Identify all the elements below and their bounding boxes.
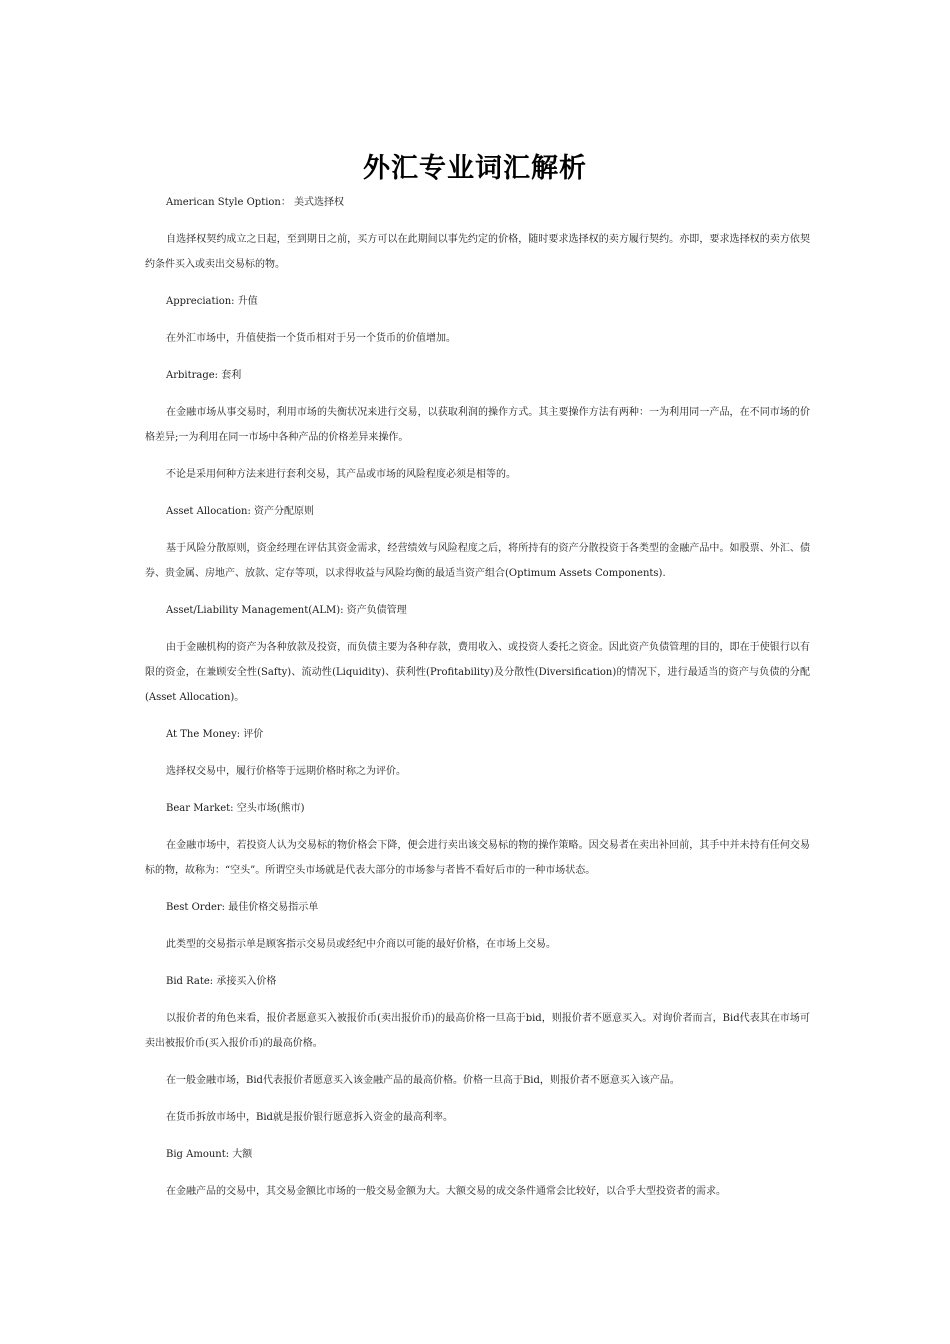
glossary-term: Bid Rate: 承接买入价格	[166, 976, 277, 987]
glossary-definition: 以报价者的角色来看，报价者愿意买入被报价币(卖出报价币)的最高价格一旦高于bid，则报价者不愿意买入。对询价者而言，Bid代表其在市场可卖出被报价币(买入报价币)的最高价格。	[145, 1013, 810, 1049]
glossary-definition: 选择权交易中，履行价格等于远期价格时称之为评价。	[166, 766, 406, 777]
glossary-definition: 基于风险分散原则，资金经理在评估其资金需求，经营绩效与风险程度之后，将所持有的资产分散投资于各类型的金融产品中。如股票、外汇、债券、贵金属、房地产、放款、定存等项，以求得收益与风险均衡的最适当资产组合(Optimum Assets Components).	[145, 543, 810, 579]
glossary-definition: 自选择权契约成立之日起，至到期日之前，买方可以在此期间以事先约定的价格，随时要求选择权的卖方履行契约。亦即，要求选择权的卖方依契约条件买入或卖出交易标的物。	[145, 234, 810, 270]
glossary-entry	[145, 969, 810, 1130]
document-title: 外汇专业词汇解析	[363, 153, 587, 185]
glossary-entry	[145, 190, 810, 277]
glossary-definition: 不论是采用何种方法来进行套利交易，其产品或市场的风险程度必须是相等的。	[166, 469, 516, 480]
glossary-entry	[145, 895, 810, 957]
glossary-entry	[145, 499, 810, 586]
glossary-term: Bear Market: 空头市场(熊市)	[166, 803, 305, 814]
glossary-entry	[145, 363, 810, 487]
glossary-entry	[145, 1142, 810, 1204]
glossary-definition: 在外汇市场中，升值使指一个货币相对于另一个货币的价值增加。	[166, 333, 456, 344]
glossary-definition: 在金融市场从事交易时，利用市场的失衡状况来进行交易，以获取利润的操作方式。其主要操作方法有两种：一为利用同一产品，在不同市场的价格差异;一为利用在同一市场中各种产品的价格差异来操作。	[145, 407, 810, 443]
glossary-definition: 由于金融机构的资产为各种放款及投资，而负债主要为各种存款，费用收入、或投资人委托之资金。因此资产负债管理的目的，即在于使银行以有限的资金，在兼顾安全性(Safty)、流动性(Liquidity)、获利性(Profitability)及分散性(Diversification)的情况下，进行最适当的资产与负债的分配(Asset Allocation)。	[145, 642, 810, 703]
glossary-definition: 在金融市场中，若投资人认为交易标的物价格会下降，便会进行卖出该交易标的物的操作策略。因交易者在卖出补回前，其手中并未持有任何交易标的物，故称为：“空头”。所谓空头市场就是代表大部分的市场参与者皆不看好后市的一种市场状态。	[145, 840, 810, 876]
glossary-definition: 在金融产品的交易中，其交易金额比市场的一般交易金额为大。大额交易的成交条件通常会比较好，以合乎大型投资者的需求。	[166, 1186, 726, 1197]
document-body	[145, 190, 810, 1216]
glossary-term: At The Money: 评价	[166, 729, 264, 740]
glossary-entry	[145, 722, 810, 784]
glossary-entry	[145, 598, 810, 710]
glossary-term: Appreciation: 升值	[166, 296, 258, 307]
glossary-definition: 在一般金融市场，Bid代表报价者愿意买入该金融产品的最高价格。价格一旦高于Bid，则报价者不愿意买入该产品。	[166, 1075, 680, 1086]
glossary-entry	[145, 796, 810, 883]
glossary-definition: 在货币拆放市场中，Bid就是报价银行愿意拆入资金的最高利率。	[166, 1112, 453, 1123]
glossary-term: Big Amount: 大额	[166, 1149, 253, 1160]
glossary-definition: 此类型的交易指示单是顾客指示交易员或经纪中介商以可能的最好价格，在市场上交易。	[166, 939, 556, 950]
glossary-term: Best Order: 最佳价格交易指示单	[166, 902, 319, 913]
glossary-term: Asset Allocation: 资产分配原则	[166, 506, 315, 517]
glossary-entry	[145, 289, 810, 351]
glossary-term: Arbitrage: 套利	[166, 370, 242, 381]
glossary-term: Asset/Liability Management(ALM): 资产负债管理	[166, 605, 407, 616]
glossary-term: American Style Option： 美式选择权	[166, 197, 345, 208]
